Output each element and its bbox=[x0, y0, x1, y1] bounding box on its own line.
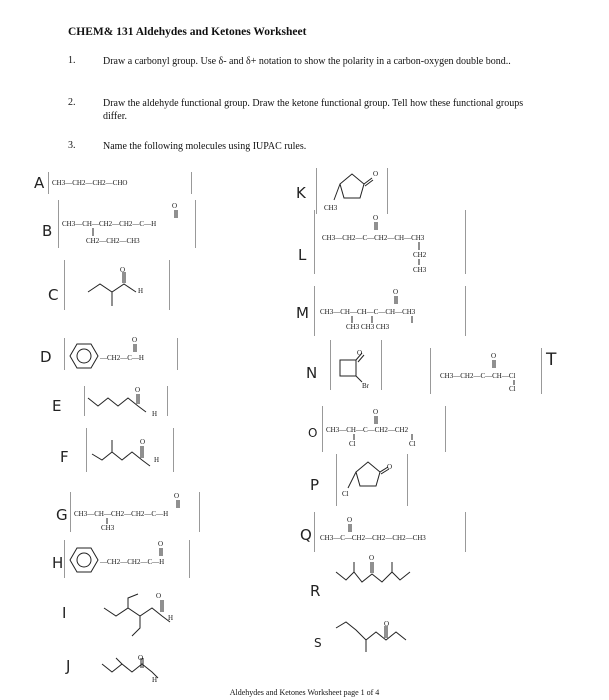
label-m: M bbox=[296, 304, 309, 322]
molecule-m-main: CH3—CH—CH—C—CH—CH3 bbox=[320, 308, 416, 316]
label-e: E bbox=[52, 397, 62, 415]
molecule-l-box bbox=[314, 210, 466, 274]
label-f: F bbox=[60, 448, 69, 466]
molecule-g-double-bond bbox=[176, 500, 180, 508]
molecule-i-hydrogen: H bbox=[168, 614, 174, 622]
molecule-n-oxygen: O bbox=[357, 349, 363, 357]
label-j: J bbox=[66, 657, 71, 675]
molecule-d-chain: —CH2—C—H bbox=[100, 354, 144, 362]
molecule-d-oxygen: O bbox=[132, 336, 138, 344]
molecule-j-hydrogen: H bbox=[152, 676, 158, 684]
molecule-s-skeleton bbox=[336, 620, 416, 656]
molecule-o-main: CH3—CH—C—CH2—CH2 bbox=[326, 426, 409, 434]
molecule-a-box bbox=[48, 172, 192, 194]
molecule-b-branch-bond bbox=[92, 228, 94, 236]
question-3-number: 3. bbox=[68, 140, 76, 151]
label-n: N bbox=[306, 364, 318, 382]
label-d: D bbox=[40, 348, 52, 366]
label-l: L bbox=[298, 246, 307, 264]
label-q: Q bbox=[300, 526, 312, 544]
label-i: I bbox=[62, 604, 67, 622]
molecule-l-sub1: CH2 bbox=[413, 251, 427, 259]
molecule-l-branch-bond bbox=[418, 242, 420, 250]
label-c: C bbox=[48, 286, 59, 304]
molecule-c-oxygen: O bbox=[120, 266, 126, 274]
molecule-m-sub: CH3 CH3 CH3 bbox=[346, 323, 390, 331]
molecule-q-box bbox=[314, 512, 466, 552]
question-1-number: 1. bbox=[68, 55, 76, 66]
molecule-o-oxygen: O bbox=[373, 408, 379, 416]
molecule-h-chain: —CH2—CH2—C—H bbox=[100, 558, 165, 566]
molecule-b-main: CH3—CH—CH2—CH2—C—H bbox=[62, 220, 157, 228]
molecule-i-skeleton bbox=[104, 594, 176, 640]
page-footer: Aldehydes and Ketones Worksheet page 1 of 4 bbox=[229, 688, 380, 697]
question-1-text: Draw a carbonyl group. Use δ- and δ+ notation to show the polarity in a carbon-oxygen double bond.. bbox=[103, 56, 511, 67]
molecule-e-oxygen: O bbox=[135, 386, 141, 394]
molecule-h-oxygen: O bbox=[158, 540, 164, 548]
molecule-t-main: CH3—CH2—C—CH—Cl bbox=[440, 372, 516, 380]
molecule-i-oxygen: O bbox=[156, 592, 162, 600]
question-2-number: 2. bbox=[68, 97, 76, 108]
molecule-q-double-bond bbox=[348, 524, 352, 532]
molecule-b-sub: CH2—CH2—CH3 bbox=[86, 237, 140, 245]
molecule-a: CH3—CH2—CH2—CHO bbox=[52, 179, 128, 187]
molecule-f-oxygen: O bbox=[140, 438, 146, 446]
molecule-g-oxygen: O bbox=[174, 492, 180, 500]
molecule-k-oxygen: O bbox=[373, 170, 379, 178]
molecule-n-sub: Br bbox=[362, 382, 369, 390]
molecule-o-double-bond bbox=[374, 416, 378, 424]
molecule-e-hydrogen: H bbox=[152, 410, 158, 418]
label-t: T bbox=[546, 350, 557, 370]
label-r: R bbox=[310, 582, 321, 600]
molecule-t-double-bond bbox=[492, 360, 496, 368]
molecule-o-sub1: Cl bbox=[349, 440, 356, 448]
molecule-m-branch-bonds bbox=[346, 316, 416, 323]
molecule-s-oxygen: O bbox=[384, 620, 390, 628]
molecule-b-double-bond bbox=[174, 210, 178, 218]
molecule-t-oxygen: O bbox=[491, 352, 497, 360]
molecule-l-double-bond bbox=[374, 222, 378, 230]
label-p: P bbox=[310, 476, 320, 494]
molecule-f-hydrogen: H bbox=[154, 456, 160, 464]
molecule-q-main: CH3—C—CH2—CH2—CH2—CH3 bbox=[320, 534, 426, 542]
molecule-d-double-bond bbox=[133, 344, 137, 352]
molecule-m-oxygen: O bbox=[393, 288, 399, 296]
molecule-c-skeleton bbox=[88, 270, 158, 310]
molecule-o-branch-bonds bbox=[353, 434, 413, 440]
molecule-o-sub2: Cl bbox=[409, 440, 416, 448]
molecule-k-sub: CH3 bbox=[324, 204, 338, 212]
molecule-q-oxygen: O bbox=[347, 516, 353, 524]
molecule-g-main: CH3—CH—CH2—CH2—C—H bbox=[74, 510, 169, 518]
molecule-j-oxygen: O bbox=[138, 654, 144, 662]
molecule-r-oxygen: O bbox=[369, 554, 375, 562]
molecule-l-oxygen: O bbox=[373, 214, 379, 222]
label-a: A bbox=[34, 174, 45, 192]
label-k: K bbox=[296, 184, 306, 202]
molecule-c-hydrogen: H bbox=[138, 287, 144, 295]
molecule-h-benzene bbox=[70, 548, 100, 572]
molecule-b-oxygen: O bbox=[172, 202, 178, 210]
molecule-l-branch-bond-2 bbox=[418, 259, 420, 265]
label-g: G bbox=[56, 506, 68, 524]
label-o: O bbox=[308, 426, 318, 440]
molecule-t-sub: Cl bbox=[509, 385, 516, 393]
molecule-l-sub2: CH3 bbox=[413, 266, 427, 274]
label-h: H bbox=[52, 554, 64, 572]
label-b: B bbox=[42, 222, 53, 240]
question-3-text: Name the following molecules using IUPAC rules. bbox=[103, 141, 307, 152]
molecule-e-skeleton bbox=[88, 394, 158, 414]
molecule-j-skeleton bbox=[102, 658, 172, 686]
molecule-p-sub: Cl bbox=[342, 490, 349, 498]
molecule-m-double-bond bbox=[394, 296, 398, 304]
molecule-l-main: CH3—CH2—C—CH2—CH—CH3 bbox=[322, 234, 425, 242]
question-2-text: Draw the aldehyde functional group. Draw the ketone functional group. Tell how these functional groups differ. bbox=[103, 98, 524, 122]
molecule-r-skeleton bbox=[336, 560, 418, 596]
molecule-d-benzene bbox=[70, 344, 100, 368]
molecule-f-skeleton bbox=[92, 436, 162, 470]
page-title: CHEM& 131 Aldehydes and Ketones Worksheet bbox=[68, 26, 307, 38]
molecule-h-double-bond bbox=[159, 548, 163, 556]
molecule-p-oxygen: O bbox=[387, 463, 393, 471]
molecule-t-box bbox=[430, 348, 542, 394]
molecule-p-ring bbox=[342, 458, 402, 502]
label-s: S bbox=[314, 636, 322, 650]
molecule-g-sub: CH3 bbox=[101, 524, 115, 532]
